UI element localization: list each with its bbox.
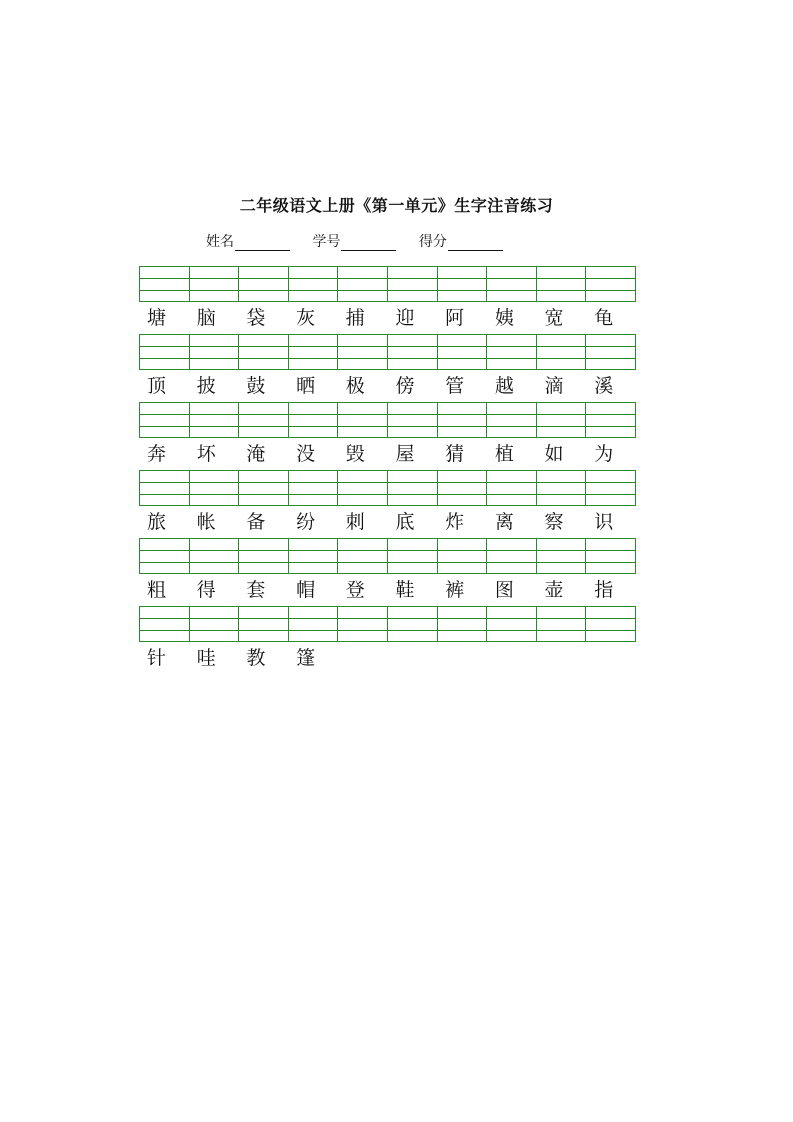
practice-character: 鞋 — [395, 579, 415, 601]
pinyin-writing-box[interactable] — [190, 266, 240, 302]
pinyin-writing-box[interactable] — [487, 538, 537, 574]
pinyin-writing-box[interactable] — [239, 402, 289, 438]
pinyin-writing-box[interactable] — [487, 402, 537, 438]
practice-character: 如 — [544, 443, 564, 465]
pinyin-grid-row — [139, 334, 636, 370]
practice-character: 裤 — [445, 579, 465, 601]
pinyin-writing-box[interactable] — [487, 470, 537, 506]
pinyin-writing-box[interactable] — [289, 334, 339, 370]
pinyin-writing-box[interactable] — [388, 538, 438, 574]
pinyin-writing-box[interactable] — [537, 266, 587, 302]
pinyin-writing-box[interactable] — [239, 606, 289, 642]
character-row — [139, 642, 636, 674]
practice-character: 备 — [246, 511, 266, 533]
pinyin-writing-box[interactable] — [338, 470, 388, 506]
pinyin-grid-row — [139, 606, 636, 642]
practice-character: 纷 — [296, 511, 316, 533]
pinyin-writing-box[interactable] — [289, 606, 339, 642]
practice-character: 毁 — [345, 443, 365, 465]
pinyin-writing-box[interactable] — [338, 402, 388, 438]
name-field — [206, 231, 290, 251]
pinyin-writing-box[interactable] — [139, 334, 190, 370]
pinyin-writing-box[interactable] — [586, 266, 636, 302]
pinyin-writing-box[interactable] — [438, 470, 488, 506]
practice-character: 教 — [246, 647, 266, 669]
pinyin-writing-box[interactable] — [487, 334, 537, 370]
practice-character: 淹 — [246, 443, 266, 465]
character-row — [139, 574, 636, 606]
pinyin-writing-box[interactable] — [338, 266, 388, 302]
pinyin-grid-row — [139, 538, 636, 574]
pinyin-writing-box[interactable] — [190, 334, 240, 370]
pinyin-writing-box[interactable] — [586, 470, 636, 506]
practice-character: 登 — [345, 579, 365, 601]
practice-character: 傍 — [395, 375, 415, 397]
practice-character: 姨 — [494, 307, 514, 329]
practice-character: 披 — [196, 375, 216, 397]
character-row — [139, 302, 636, 334]
score-label: 得分 — [418, 234, 447, 250]
practice-character: 篷 — [296, 647, 316, 669]
practice-character: 炸 — [445, 511, 465, 533]
practice-character: 袋 — [246, 307, 266, 329]
practice-character: 极 — [345, 375, 365, 397]
practice-character: 脑 — [196, 307, 216, 329]
pinyin-writing-box[interactable] — [586, 334, 636, 370]
practice-character: 管 — [445, 375, 465, 397]
pinyin-writing-box[interactable] — [537, 402, 587, 438]
pinyin-writing-box[interactable] — [438, 266, 488, 302]
pinyin-writing-box[interactable] — [586, 538, 636, 574]
practice-character: 指 — [594, 579, 614, 601]
pinyin-writing-box[interactable] — [438, 334, 488, 370]
practice-character: 套 — [246, 579, 266, 601]
practice-character: 灰 — [296, 307, 316, 329]
pinyin-writing-box[interactable] — [438, 402, 488, 438]
pinyin-writing-box[interactable] — [388, 402, 438, 438]
pinyin-writing-box[interactable] — [487, 606, 537, 642]
practice-character: 鼓 — [246, 375, 266, 397]
practice-character: 壶 — [544, 579, 564, 601]
pinyin-writing-box[interactable] — [239, 470, 289, 506]
practice-character: 滴 — [544, 375, 564, 397]
pinyin-writing-box[interactable] — [289, 538, 339, 574]
pinyin-writing-box[interactable] — [537, 470, 587, 506]
practice-character: 捕 — [345, 307, 365, 329]
pinyin-writing-box[interactable] — [338, 538, 388, 574]
practice-character: 坏 — [196, 443, 216, 465]
practice-character: 离 — [494, 511, 514, 533]
student-info-line — [206, 231, 521, 251]
pinyin-writing-box[interactable] — [338, 334, 388, 370]
pinyin-practice-sheet — [139, 266, 636, 674]
practice-character: 屋 — [395, 443, 415, 465]
student-number-label: 学号 — [312, 234, 341, 250]
practice-character: 图 — [494, 579, 514, 601]
practice-character: 塘 — [147, 307, 167, 329]
pinyin-writing-box[interactable] — [139, 266, 190, 302]
score-field — [419, 231, 503, 251]
practice-character: 迎 — [395, 307, 415, 329]
practice-character: 龟 — [594, 307, 614, 329]
pinyin-writing-box[interactable] — [139, 606, 190, 642]
name-blank[interactable] — [235, 236, 290, 251]
pinyin-writing-box[interactable] — [289, 402, 339, 438]
practice-character: 底 — [395, 511, 415, 533]
pinyin-writing-box[interactable] — [289, 266, 339, 302]
pinyin-writing-box[interactable] — [289, 470, 339, 506]
pinyin-writing-box[interactable] — [537, 606, 587, 642]
practice-character: 没 — [296, 443, 316, 465]
practice-character: 哇 — [196, 647, 216, 669]
pinyin-writing-box[interactable] — [586, 402, 636, 438]
student-number-blank[interactable] — [341, 236, 396, 251]
pinyin-writing-box[interactable] — [388, 334, 438, 370]
pinyin-writing-box[interactable] — [139, 470, 190, 506]
practice-character: 识 — [594, 511, 614, 533]
practice-character: 宽 — [544, 307, 564, 329]
practice-character: 顶 — [147, 375, 167, 397]
pinyin-writing-box[interactable] — [190, 402, 240, 438]
character-row — [139, 438, 636, 470]
pinyin-writing-box[interactable] — [239, 538, 289, 574]
pinyin-writing-box[interactable] — [139, 538, 190, 574]
practice-character: 植 — [494, 443, 514, 465]
pinyin-grid-row — [139, 402, 636, 438]
practice-character: 越 — [494, 375, 514, 397]
practice-character: 粗 — [147, 579, 167, 601]
pinyin-writing-box[interactable] — [438, 538, 488, 574]
pinyin-writing-box[interactable] — [190, 538, 240, 574]
practice-character: 为 — [594, 443, 614, 465]
pinyin-writing-box[interactable] — [239, 266, 289, 302]
pinyin-writing-box[interactable] — [239, 334, 289, 370]
character-row — [139, 370, 636, 402]
character-row — [139, 506, 636, 538]
score-blank[interactable] — [448, 236, 503, 251]
pinyin-writing-box[interactable] — [338, 606, 388, 642]
pinyin-writing-box[interactable] — [388, 606, 438, 642]
practice-character: 奔 — [147, 443, 167, 465]
pinyin-grid-row — [139, 470, 636, 506]
pinyin-writing-box[interactable] — [388, 470, 438, 506]
name-label: 姓名 — [206, 234, 234, 250]
pinyin-writing-box[interactable] — [537, 334, 587, 370]
practice-character: 得 — [196, 579, 216, 601]
practice-character: 察 — [544, 511, 564, 533]
practice-character: 晒 — [296, 375, 316, 397]
page-title: 二年级语文上册《第一单元》生字注音练习 — [239, 196, 554, 215]
practice-character: 帐 — [196, 511, 216, 533]
pinyin-writing-box[interactable] — [139, 402, 190, 438]
pinyin-writing-box[interactable] — [388, 266, 438, 302]
pinyin-writing-box[interactable] — [190, 470, 240, 506]
practice-character: 旅 — [147, 511, 167, 533]
pinyin-writing-box[interactable] — [586, 606, 636, 642]
practice-character: 溪 — [594, 375, 614, 397]
practice-character: 帽 — [296, 579, 316, 601]
pinyin-writing-box[interactable] — [487, 266, 537, 302]
practice-character: 刺 — [345, 511, 365, 533]
pinyin-grid-row — [139, 266, 636, 302]
student-number-field — [312, 231, 396, 251]
pinyin-writing-box[interactable] — [438, 606, 488, 642]
practice-character: 针 — [147, 647, 167, 669]
pinyin-writing-box[interactable] — [190, 606, 240, 642]
practice-character: 猜 — [445, 443, 465, 465]
pinyin-writing-box[interactable] — [537, 538, 587, 574]
practice-character: 阿 — [445, 307, 465, 329]
